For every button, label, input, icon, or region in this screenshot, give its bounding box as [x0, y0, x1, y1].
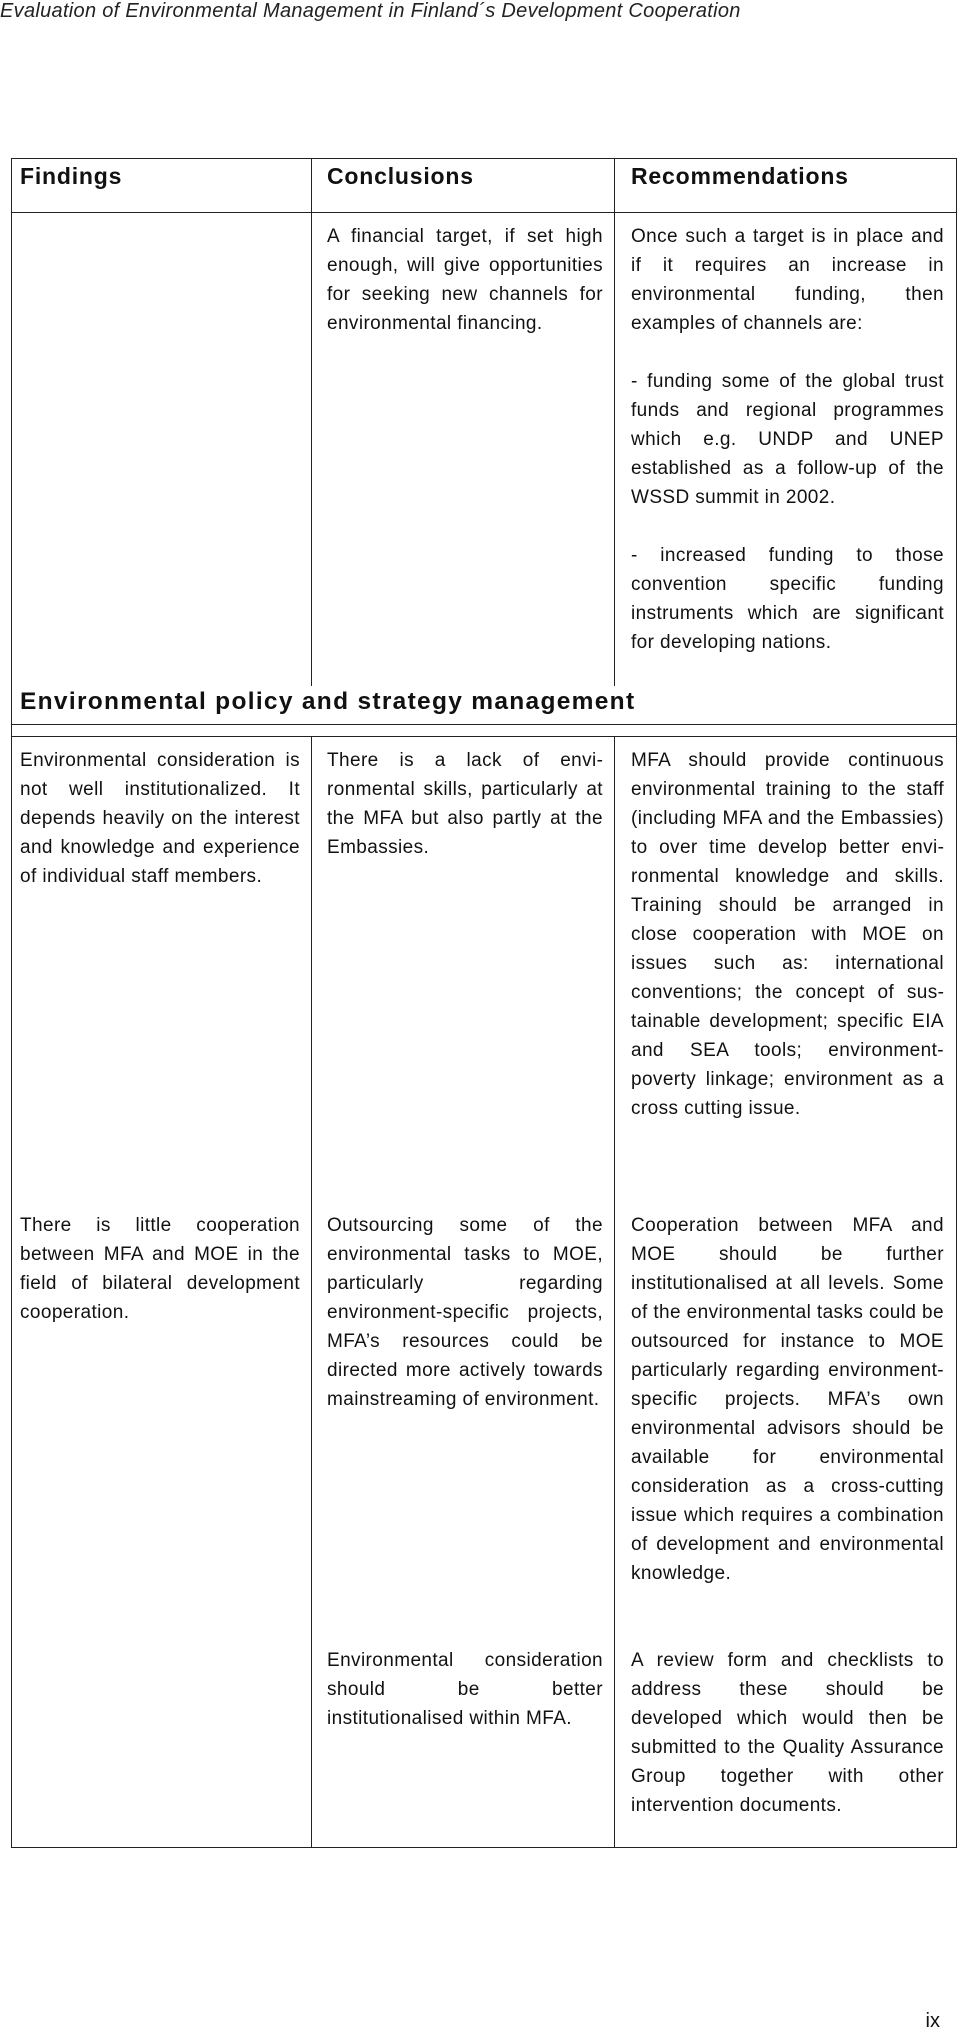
- section-divider-top: [11, 724, 957, 725]
- row-2-finding: There is little cooperation between MFA and MOE in the field of bilateral development cooperation.: [20, 1215, 300, 1323]
- row-1-finding: Environmental consideration is not well institutionalized. It depends heavily on the interest and knowledge and experience of individual staff members.: [20, 750, 300, 887]
- page-number: ix: [925, 2010, 940, 2032]
- financing-recommendation-intro: Once such a target is in place and if it requires an increase in environmental funding, then examples of channels are:: [631, 226, 944, 334]
- row-1-recommendation: MFA should provide continuous environmental training to the staff (including MFA and the Embassies) to over time develop better environmental knowledge and skills. Training should be arranged in close cooperation with MOE on issues such as: international conventions; the concept of sustainable development; specific EIA and SEA tools; environment-poverty linkage; environment as a cross cutting issue.: [631, 750, 944, 1119]
- row-2-recommendation: Cooperation between MFA and MOE should be further institutionalised at all levels. Some of the environmental tasks could be outsourced for instance to MOE particularly regarding environment-specific projects. MFA’s own environmental advisors should be available for environmental consideration as a cross-cutting issue which requires a combination of development and environmental knowledge.: [631, 1215, 944, 1584]
- findings-header: Findings: [20, 163, 123, 189]
- row-1-conclusion: There is a lack of environmental skills, particularly at the MFA but also partly at the Embassies.: [327, 750, 603, 858]
- section-divider-bottom: [11, 736, 957, 737]
- financing-recommendation-bullet: - funding some of the global trust funds and regional programmes which e.g. UNDP and UNEP established as a follow-up of the WSSD summit in 2002.: [631, 371, 944, 508]
- header-row-divider: [11, 212, 957, 213]
- row-2-conclusion: Outsourcing some of the environmental tasks to MOE, particularly regarding environment-specific projects, MFA’s resources could be directed more actively towards mainstreaming of environment.: [327, 1215, 603, 1410]
- column-divider-2: [614, 736, 615, 1848]
- section-heading: Environmental policy and strategy management: [20, 688, 636, 715]
- conclusions-header: Conclusions: [327, 163, 474, 189]
- column-divider-1: [311, 736, 312, 1848]
- financing-conclusion: A financial target, if set high enough, will give opportunities for seeking new channels for environmental financing.: [327, 226, 603, 334]
- running-header: Evaluation of Environmental Management in Finland´s Development Cooperation: [0, 0, 741, 22]
- column-divider-1: [311, 158, 312, 686]
- financing-recommendation-bullet: - increased funding to those convention specific funding instruments which are significant for developing nations.: [631, 545, 944, 653]
- column-divider-2: [614, 158, 615, 686]
- recommendations-header: Recommendations: [631, 163, 849, 189]
- row-3-conclusion: Environmental consideration should be better institutionalised within MFA.: [327, 1650, 603, 1729]
- row-3-recommendation: A review form and checklists to address these should be developed which would then be submitted to the Quality Assurance Group together with other intervention documents.: [631, 1650, 944, 1816]
